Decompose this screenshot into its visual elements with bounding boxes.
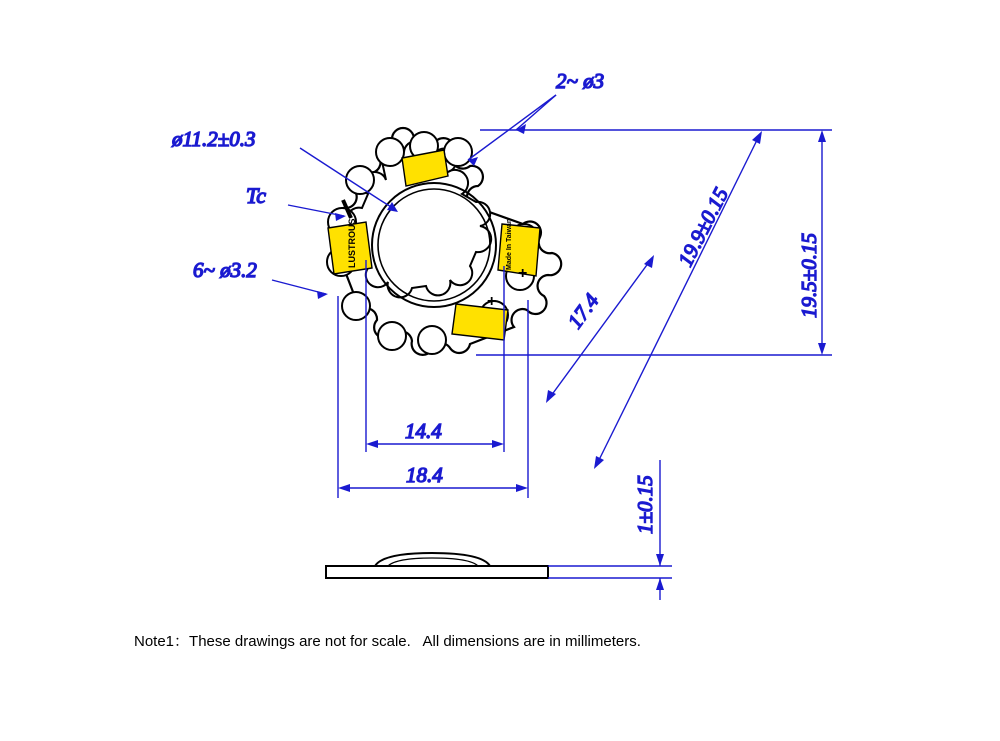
led-pad-bottom [452, 304, 508, 340]
arrow-14-4-left [366, 440, 378, 448]
arrow-19-9-top [752, 131, 762, 144]
note-text: Note1：These drawings are not for scale. All dimensions are in millimeters. [134, 633, 641, 650]
arrow-18-4-left [338, 484, 350, 492]
dim-label-6x32: 6~ ø3.2 [193, 258, 257, 282]
dim-label-2x3: 2~ ø3 [556, 69, 605, 93]
side-view-dome [375, 553, 490, 566]
dim-label-tc: Tc [246, 183, 266, 208]
dim-label-18-4: 18.4 [406, 463, 443, 487]
dim-label-center-dia: ø11.2±0.3 [172, 127, 256, 151]
dim-label-19-9: 19.9±0.15 [673, 183, 734, 271]
dim-line-17-4 [548, 258, 652, 400]
dim-label-14-4: 14.4 [405, 419, 442, 443]
silkscreen-origin: Made In Taiwan [506, 218, 513, 270]
side-view [326, 553, 548, 578]
polarity-plus-right: + [518, 265, 528, 282]
arrow-thickness-top [656, 554, 664, 566]
arrow-19-5-bottom [818, 343, 826, 355]
arrow-19-5-top [818, 130, 826, 142]
leader-2x3-tail [468, 95, 556, 160]
arrow-14-4-right [492, 440, 504, 448]
polarity-plus-bottom: + [487, 293, 497, 310]
arrow-18-4-right [516, 484, 528, 492]
side-view-plate [326, 566, 548, 578]
dim-label-17-4: 17.4 [562, 289, 604, 333]
dim-label-thickness: 1±0.15 [633, 475, 657, 534]
dim-label-19-5: 19.5±0.15 [797, 232, 821, 318]
arrow-thickness-bottom [656, 578, 664, 590]
star-board-top-view [327, 128, 561, 355]
arrow-6x32 [317, 291, 328, 299]
arrow-19-9-bottom [594, 456, 604, 469]
silkscreen-brand: LUSTROUS [347, 218, 357, 268]
